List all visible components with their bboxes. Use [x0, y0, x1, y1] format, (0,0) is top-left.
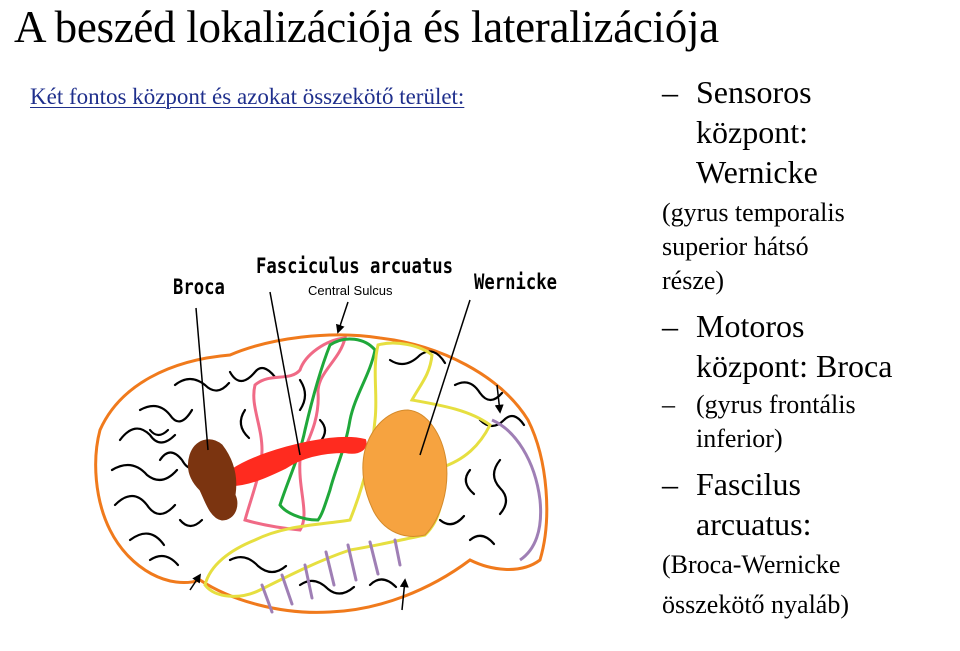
dash-marker: –	[662, 390, 675, 419]
note-line: összekötő nyaláb)	[662, 590, 850, 619]
bullet-gyrus-frontalis	[662, 388, 960, 456]
bullet-sensoros	[662, 72, 960, 192]
note-line: része)	[662, 266, 725, 295]
bullet-line: Fascilus	[696, 466, 801, 502]
note-line: (Broca-Wernicke	[662, 550, 841, 579]
dash-marker: –	[662, 466, 678, 502]
note-line: superior hátsó	[662, 232, 809, 261]
note-broca-wernicke	[662, 548, 960, 622]
bullet-line: inferior)	[696, 424, 783, 453]
bullet-line: központ:	[696, 114, 808, 150]
bullet-line: Sensoros	[696, 74, 812, 110]
note-line: (gyrus temporalis	[662, 198, 845, 227]
note-gyrus-temporalis	[662, 196, 960, 298]
bullet-list	[662, 72, 960, 622]
slide-subtitle: Két fontos központ és azokat összekötő terület:	[30, 84, 465, 109]
label-fasciculus-arcuatus: Fasciculus arcuatus	[256, 254, 453, 278]
label-wernicke: Wernicke	[474, 270, 557, 294]
bullet-fascilus	[662, 464, 960, 544]
bullet-line: Wernicke	[696, 154, 818, 190]
dash-marker: –	[662, 74, 678, 110]
brain-diagram	[0, 250, 600, 650]
central-sulcus-arrow	[338, 302, 348, 332]
bullet-motoros	[662, 306, 960, 386]
bullet-line: arcuatus:	[696, 506, 812, 542]
bullet-line: (gyrus frontális	[696, 390, 856, 419]
label-broca: Broca	[173, 275, 225, 299]
dash-marker: –	[662, 308, 678, 344]
slide-title: A beszéd lokalizációja és lateralizációja	[14, 2, 719, 52]
bullet-line: Motoros	[696, 308, 805, 344]
bullet-line: központ: Broca	[696, 348, 893, 384]
label-central-sulcus: Central Sulcus	[308, 283, 393, 298]
